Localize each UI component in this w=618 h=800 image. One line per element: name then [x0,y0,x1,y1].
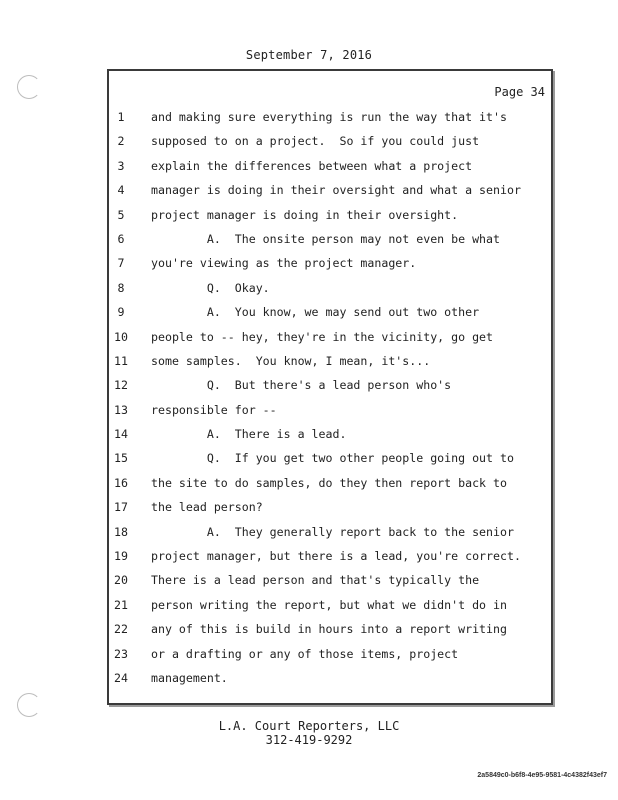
transcript-line [109,207,551,231]
transcript-line [109,109,551,133]
line-number: 15 [114,451,128,466]
line-text: the site to do samples, do they then report back to [151,475,507,490]
transcript-line [109,280,551,304]
transcript-line [109,670,551,694]
transcript-line [109,377,551,401]
line-text: manager is doing in their oversight and what a senior [151,183,521,198]
transcript-line [109,621,551,645]
line-text: some samples. You know, I mean, it's... [151,353,431,368]
transcript-line [109,304,551,328]
line-text: management. [151,670,228,685]
transcript-line [109,426,551,450]
line-text: people to -- hey, they're in the vicinity, go get [151,329,494,344]
line-text: Q. Okay. [151,280,270,295]
line-number: 8 [117,280,125,295]
line-text: A. There is a lead. [151,427,347,442]
transcript-line [109,133,551,157]
line-text: responsible for -- [151,402,277,417]
line-number: 3 [117,158,125,173]
line-text: project manager, but there is a lead, you're correct. [151,549,521,564]
transcript-line [109,524,551,548]
transcript-line [109,475,551,499]
line-number: 23 [114,646,128,661]
transcript-line [109,158,551,182]
line-number: 22 [114,622,128,637]
line-number: 13 [114,402,128,417]
line-number: 5 [117,207,125,222]
line-text: explain the differences between what a project [151,158,473,173]
line-number: 20 [114,573,128,588]
transcript-line [109,646,551,670]
line-text: A. You know, we may send out two other [151,305,480,320]
page-label: Page 34 [494,85,545,99]
transcript-frame [107,69,553,705]
line-number: 14 [114,427,128,442]
transcript-line [109,548,551,572]
line-number: 12 [114,378,128,393]
line-text: There is a lead person and that's typically the [151,573,480,588]
line-number: 1 [117,110,125,124]
line-text: A. They generally report back to the senior [151,524,514,539]
transcript-line [109,231,551,255]
hole-punch-bottom [17,693,41,717]
transcript-line [109,182,551,206]
transcript-line [109,450,551,474]
footer-phone: 312-419-9292 [265,733,353,747]
line-text: or a drafting or any of those items, project [151,646,459,661]
transcript-lines [109,109,551,694]
line-text: the lead person? [151,500,263,515]
line-number: 24 [114,670,128,685]
line-number: 18 [114,524,128,539]
line-number: 10 [114,329,128,344]
line-text: and making sure everything is run the way that it's [151,110,507,124]
footer [0,719,618,747]
document-id: 2a5849c0-b6f8-4e95-9581-4c4382f43ef7 [477,772,607,779]
footer-company: L.A. Court Reporters, LLC [218,719,400,733]
line-text: you're viewing as the project manager. [151,256,417,271]
line-text: person writing the report, but what we didn't do in [151,597,507,612]
line-number: 21 [114,597,128,612]
line-number: 19 [114,549,128,564]
transcript-line [109,329,551,353]
line-text: supposed to on a project. So if you could just [151,134,480,149]
line-number: 7 [117,256,125,271]
line-text: A. The onsite person may not even be what [151,231,501,246]
line-number: 6 [117,231,125,246]
line-number: 9 [117,305,125,320]
line-number: 17 [114,500,128,515]
transcript-line [109,597,551,621]
transcript-line [109,353,551,377]
transcript-line [109,499,551,523]
line-text: Q. If you get two other people going out to [151,451,514,466]
line-number: 2 [117,134,125,149]
line-text: any of this is build in hours into a report writing [151,622,507,637]
line-number: 16 [114,475,128,490]
line-number: 4 [117,183,125,198]
line-text: project manager is doing in their oversight. [151,207,459,222]
line-number: 11 [114,353,128,368]
transcript-line [109,255,551,279]
transcript-line [109,572,551,596]
transcript-line [109,402,551,426]
line-text: Q. But there's a lead person who's [151,378,452,393]
header-date: September 7, 2016 [245,48,373,62]
hole-punch-top [17,75,41,99]
